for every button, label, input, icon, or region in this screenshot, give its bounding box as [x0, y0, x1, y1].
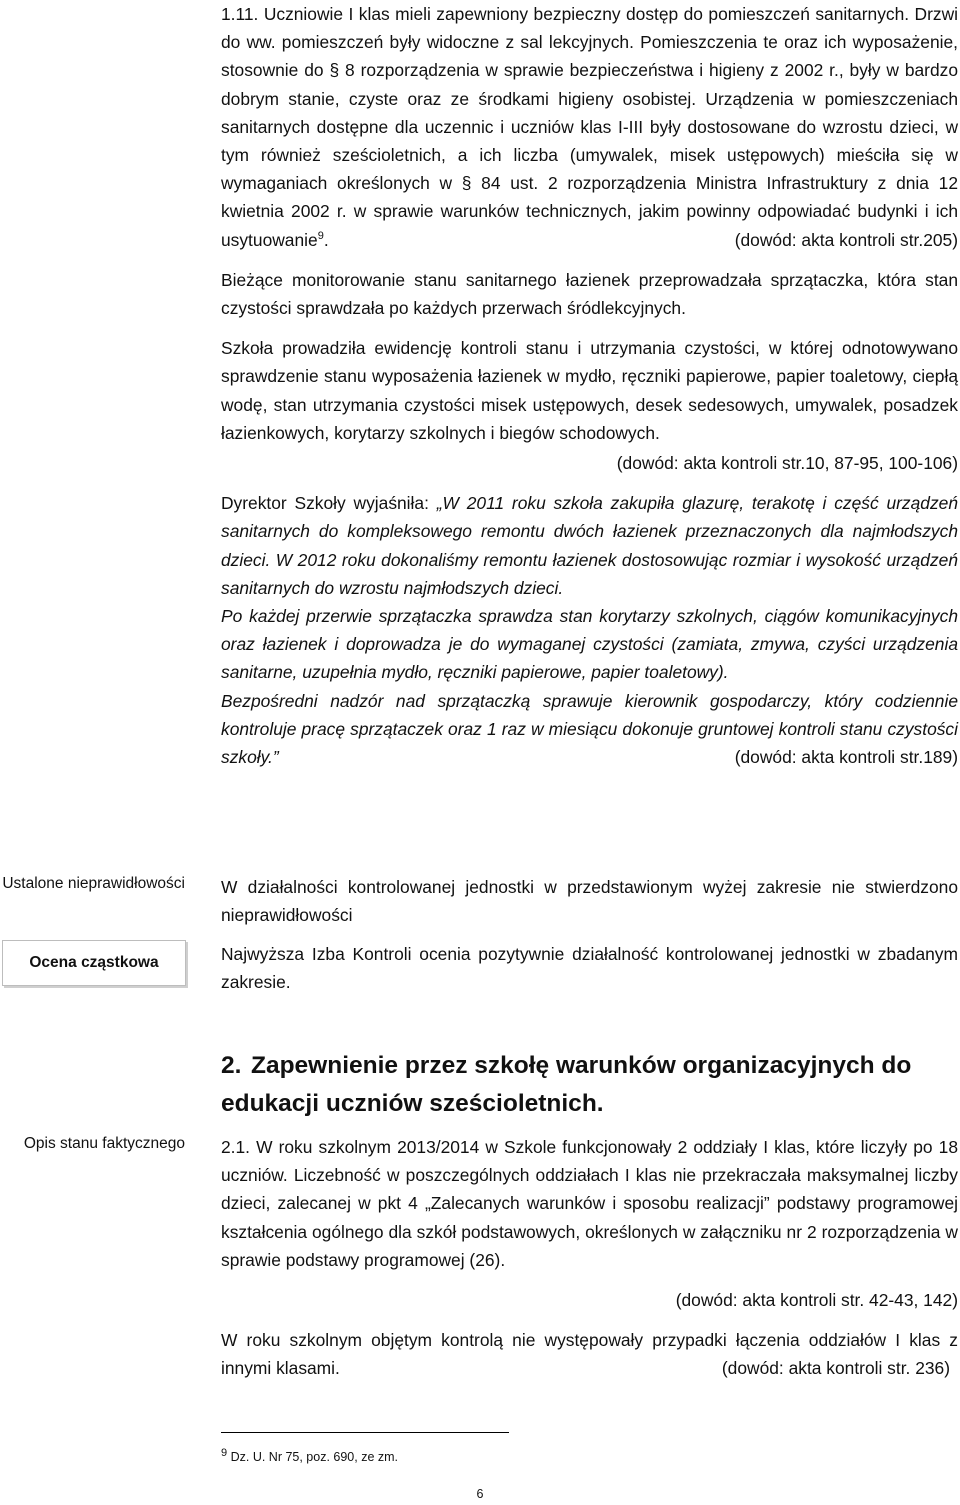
assessment-text: Najwyższa Izba Kontroli ocenia pozytywnie działalność kontrolowanej jednostki w zbadanym zakresie.: [221, 944, 958, 993]
sidebar-label-findings: Ustalone nieprawidłowości: [2, 875, 185, 892]
section-number: 2.: [221, 1052, 242, 1079]
evidence-ref: (dowód: akta kontroli str.10, 87-95, 100-106): [616, 453, 958, 474]
paragraph-2-1: 2.1. W roku szkolnym 2013/2014 w Szkole funkcjonowały 2 oddziały I klas, które liczyły po 18 uczniów. Liczebność w poszczególnych oddziałach I klas nie przekraczała maksymalnej liczby dzieci, zalecanej w pkt 4 „Zalecanych warunków i sposobu realizacji” podstawy programowej kształcenia ogólnego dla szkół podstawowych, określonych w załączniku nr 2 rozporządzenia w sprawie podstawy programowej (26).: [221, 1137, 958, 1270]
footnote-text: Dz. U. Nr 75, poz. 690, ze zm.: [227, 1450, 399, 1464]
footnote-divider: [221, 1432, 509, 1433]
paragraph-text: 1.11. Uczniowie I klas mieli zapewniony bezpieczny dostęp do pomieszczeń sanitarnych. Drzwi do ww. pomieszczeń były widoczne z sal lekcyjnych. Pomieszczenia te oraz ich wyposażenie, stosownie do § 8 rozporządzenia w sprawie bezpieczeństwa i higieny z 2002 r., były w bardzo dobrym stanie, czyste oraz ze środkami higieny osobistej. Urządzenia w pomieszczeniach sanitarnych dostępne dla uczennic i uczniów klas I-III były dostosowane do wzrostu dzieci, w tym również sześcioletnich, a ich liczba (umywalek, misek ustępowych) mieściła się w wymaganiach określonych w § 84 ust. 2 rozporządzenia Ministra Infrastruktury z dnia 12 kwietnia 2002 r. w sprawie warunków technicznych, jakim powinny odpowiadać budynki i ich usytuowanie: [221, 4, 958, 250]
evidence-ref: (dowód: akta kontroli str.205): [734, 229, 958, 250]
evidence-ref: (dowód: akta kontroli str.189): [734, 747, 958, 768]
sidebar-label-assessment: Ocena cząstkowa: [2, 940, 186, 986]
statement-lead: Dyrektor Szkoły wyjaśniła:: [221, 493, 437, 514]
paragraph-records: Szkoła prowadziła ewidencję kontroli stanu i utrzymania czystości, w której odnotowywano sprawdzenie stanu wyposażenia łazienek w mydło, ręczniki papierowe, papier toaletowy, ciepłą wodę, stan utrzymania czystości misek ustępowych, desek sedesowych, umywalek, posadzek łazienkowych, korytarzy szkolnych i biegów schodowych.: [221, 338, 958, 443]
supervision-text: Bezpośredni nadzór nad sprzątaczką sprawuje kierownik gospodarczy, który codziennie kontroluje pracę sprzątaczek oraz 1 raz w miesiącu dokonuje gruntowej kontroli stanu czystości szkoły.”: [221, 690, 958, 768]
merging-text: W roku szkolnym objętym kontrolą nie występowały przypadki łączenia oddziałów I klas z innymi klasami.: [221, 1330, 958, 1379]
footnote-mark: 9: [221, 1446, 228, 1459]
findings-text: W działalności kontrolowanej jednostki w przedstawionym wyżej zakresie nie stwierdzono nieprawidłowości: [221, 877, 958, 926]
section-1-11: [221, 0, 958, 771]
paragraph-class-merging: [221, 1326, 958, 1382]
section-2-heading: [221, 1047, 958, 1123]
sidebar-label-facts: Opis stanu faktycznego: [23, 1135, 185, 1152]
page-number: 6: [476, 1487, 484, 1501]
paragraph-supervision: [221, 687, 958, 772]
footnote: [221, 1446, 399, 1465]
paragraph-director-statement: [221, 489, 958, 602]
paragraph-end: .: [323, 229, 329, 250]
section-title: Zapewnienie przez szkołę warunków organizacyjnych do edukacji uczniów sześcioletnich.: [221, 1052, 912, 1117]
evidence-ref: (dowód: akta kontroli str. 42-43, 142): [675, 1290, 958, 1311]
paragraph-cleaning: Po każdej przerwie sprzątaczka sprawdza stan korytarzy szkolnych, ciągów komunikacyjnych oraz łazienek i doprowadza je do wymaganej czystości (zamiata, zmywa, czyści urządzenia sanitarne, uzupełnia mydło, ręczniki papierowe, papier toaletowy).: [221, 606, 958, 683]
paragraph-monitoring: Bieżące monitorowanie stanu sanitarnego łazienek przeprowadzała sprzątaczka, która stan czystości sprawdzała po każdych przerwach śródlekcyjnych.: [221, 269, 958, 319]
statement-quote: „W 2011 roku szkoła zakupiła glazurę, terakotę i część urządzeń sanitarnych do kompleksowego remontu dwóch łazienek przeznaczonych dla najmłodszych dzieci. W 2012 roku dokonaliśmy remontu łazienek dostosowując rozmiar i wysokość urządzeń sanitarnych do wzrostu najmłodszych dzieci.: [221, 493, 958, 598]
paragraph-1-11: [221, 0, 958, 254]
footnote-ref[interactable]: 9: [317, 229, 324, 242]
evidence-ref: (dowód: akta kontroli str. 236): [721, 1358, 950, 1379]
section-2-body: [221, 1133, 958, 1383]
